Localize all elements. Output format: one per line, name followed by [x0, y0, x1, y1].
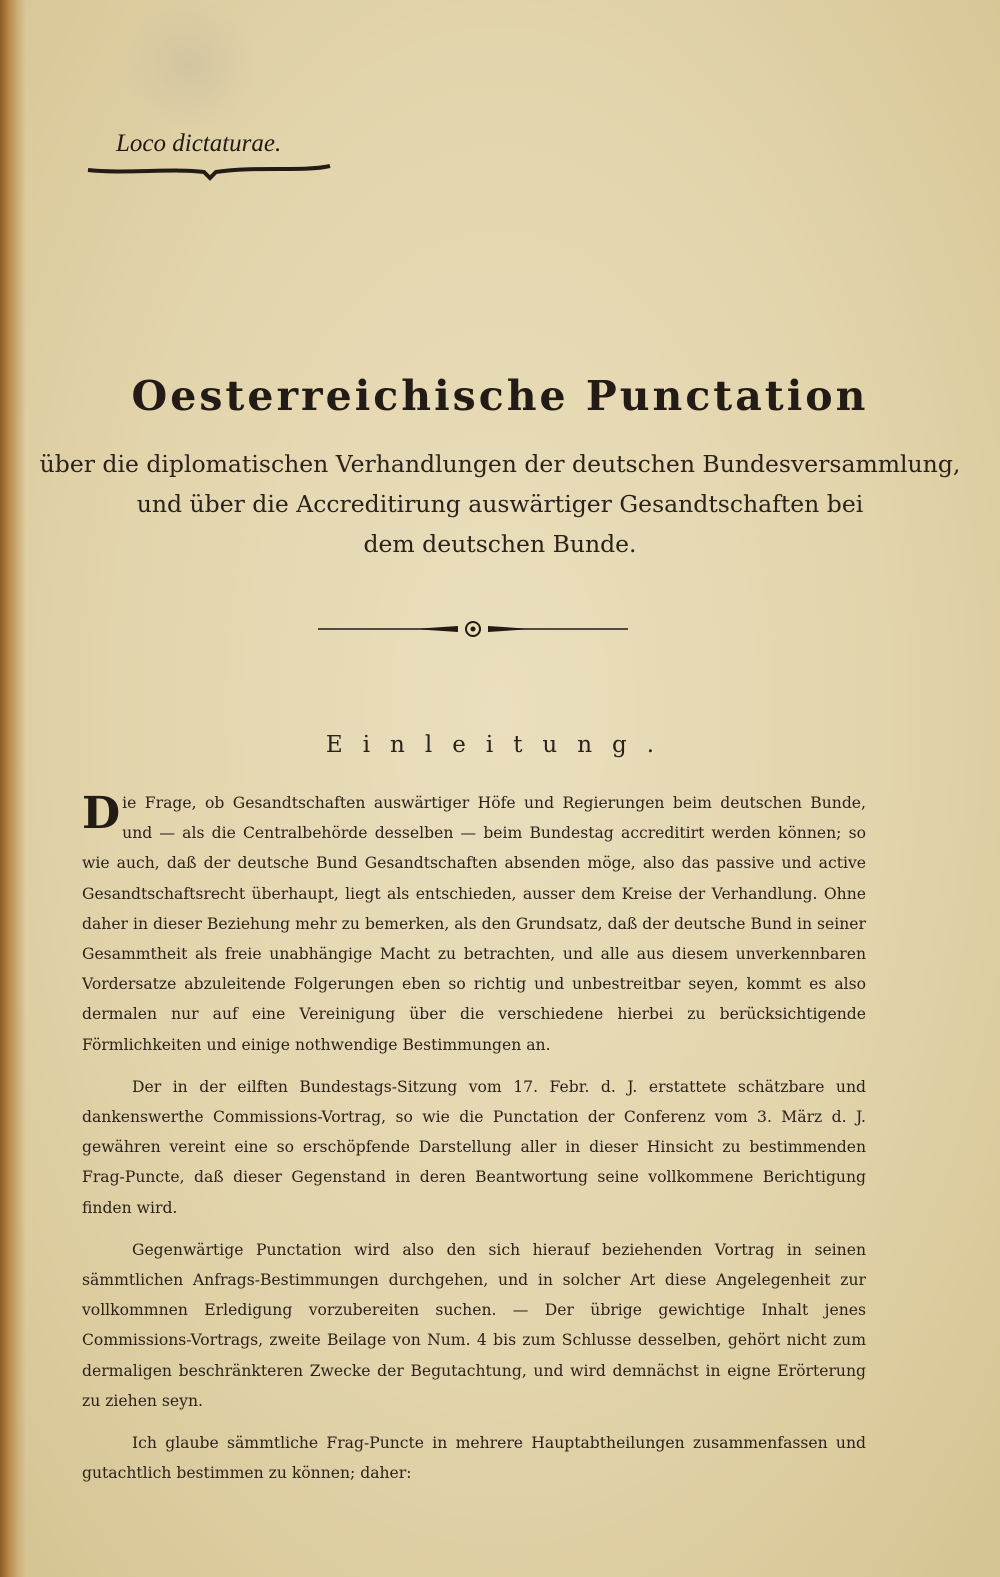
section-heading: Einleitung.: [325, 732, 675, 758]
book-binding-edge: [0, 0, 26, 1577]
drop-cap-initial: D: [82, 788, 121, 839]
body-text: [82, 788, 866, 1500]
paragraph-text: ie Frage, ob Gesandtschaften auswärtiger Höfe und Regierungen beim deutschen Bunde, und — als die Centralbehörde desselben — beim Bundestag accreditirt werden können; so wie auch, daß der deutsche Bund Gesandtschaften absenden möge, also das passive und active Gesandtschaftsrecht überhaupt, liegt als entschieden, ausser dem Kreise der Verhandlung. Ohne daher in dieser Beziehung mehr zu bemerken, als den Grundsatz, daß der deutsche Bund in seiner Gesammtheit als freie unabhängige Macht zu betrachten, und alle aus diesem unverkennbaren Vordersatze abzuleitende Folgerungen eben so richtig und unbestreitbar seyen, kommt es also dermalen nur auf eine Vereinigung über die verschiedene hierbei zu berücksichtigende Förmlichkeiten und einige nothwendige Bestimmungen an.: [82, 794, 866, 1054]
header-note: Loco dictaturae.: [116, 130, 282, 157]
paragraph: Gegenwärtige Punctation wird also den sich hierauf beziehenden Vortrag in seinen sämmtlichen Anfrags-Bestimmungen durchgehen, und in solcher Art diese Angelegenheit zur vollkommnen Erledigung vorzubereiten suchen. — Der übrige gewichtige Inhalt jenes Commissions-Vortrags, zweite Beilage von Num. 4 bis zum Schlusse desselben, gehört nicht zum dermaligen beschränkteren Zwecke der Begutachtung, und wird demnächst in eigne Erörterung zu ziehen seyn.: [82, 1240, 866, 1410]
subtitle-line: dem deutschen Bunde.: [363, 530, 637, 558]
subtitle-line: und über die Accreditirung auswärtiger Gesandtschaften bei: [136, 490, 864, 518]
paragraph: [82, 788, 866, 1060]
paragraph: Der in der eilften Bundestags-Sitzung vom 17. Febr. d. J. erstattete schätzbare und dankenswerthe Commissions-Vortrag, so wie die Punctation der Conferenz vom 3. März d. J. gewähren vereint eine so erschöpfende Darstellung aller in dieser Hinsicht zu bestimmenden Frag-Puncte, daß dieser Gegenstand in deren Beantwortung seine vollkommene Berichtigung finden wird.: [82, 1077, 866, 1217]
subtitle-line: über die diplomatischen Verhandlungen der deutschen Bundesversammlung,: [39, 450, 961, 478]
library-stamp-stain: [120, 0, 260, 130]
ornamental-divider: [318, 618, 628, 640]
document-title: Oesterreichische Punctation: [131, 372, 869, 420]
paragraph: Ich glaube sämmtliche Frag-Puncte in mehrere Hauptabtheilungen zusammenfassen und gutachtlich bestimmen zu können; daher:: [82, 1434, 866, 1483]
header-swash-rule: [84, 160, 334, 184]
document-subtitle: [0, 444, 1000, 564]
